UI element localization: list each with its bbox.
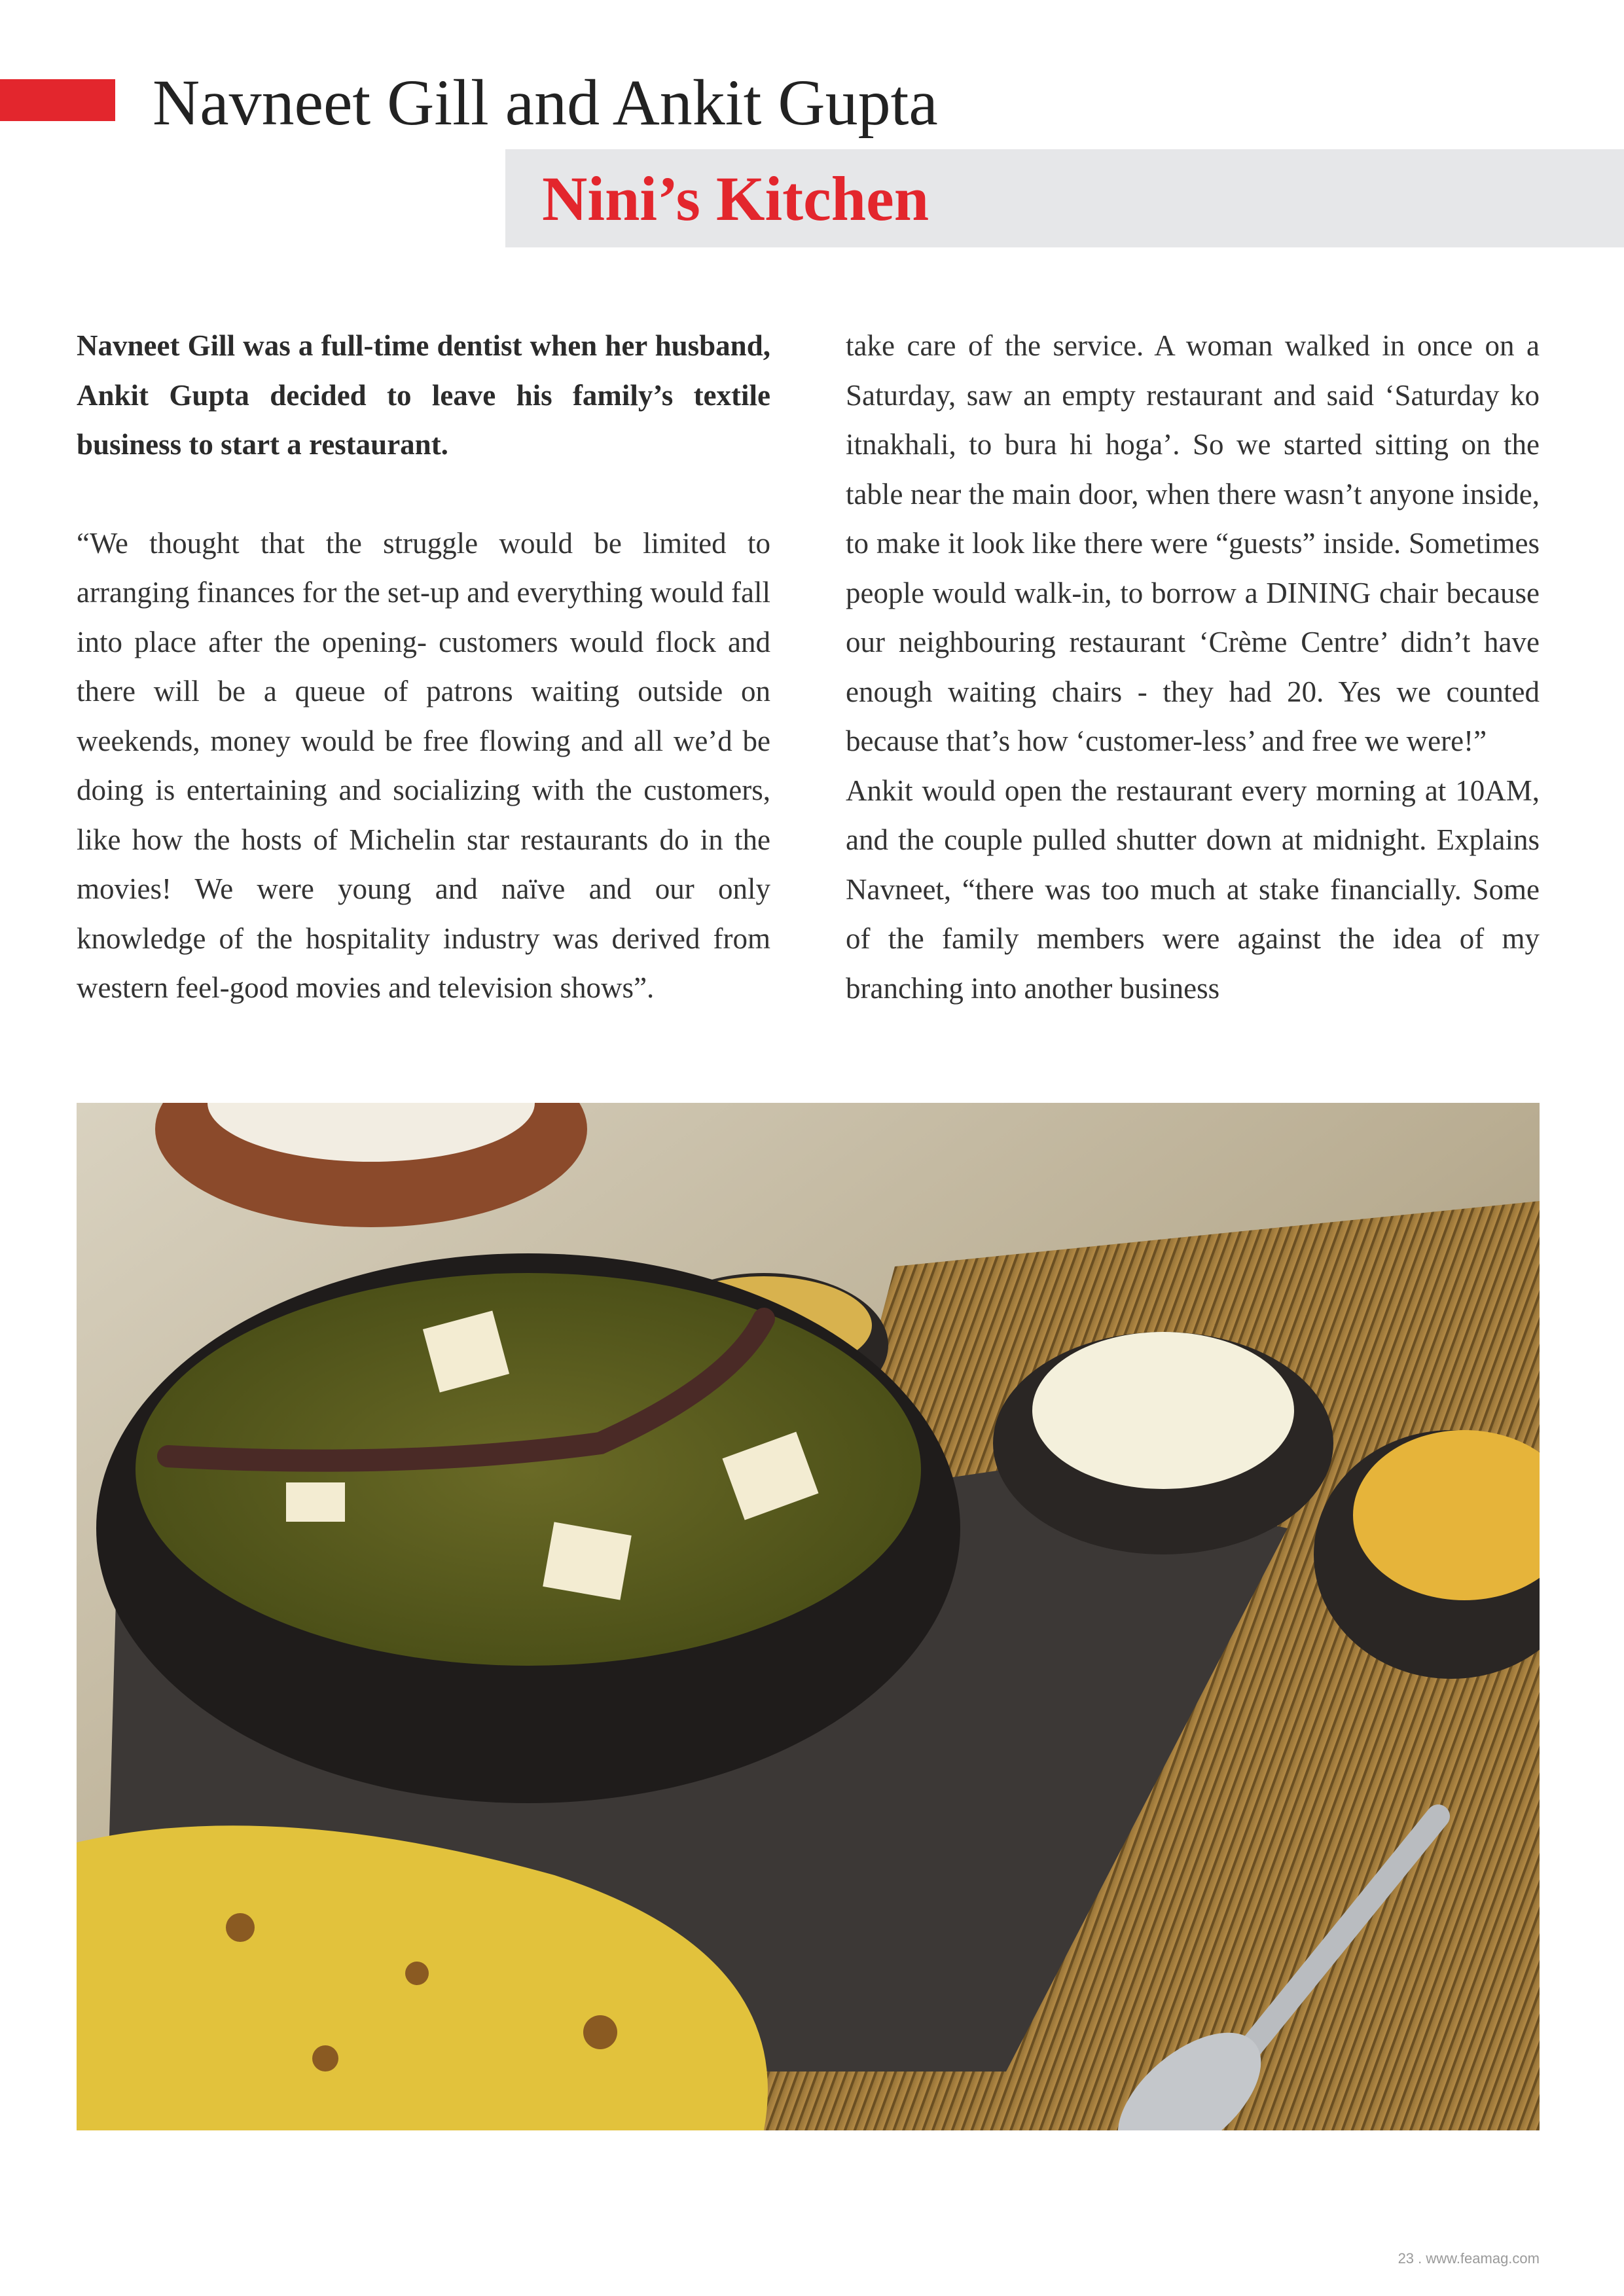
paneer-cube (543, 1522, 632, 1600)
accent-bar (0, 79, 115, 121)
quote-paragraph: “We thought that the struggle would be limited to arranging finances for the set-up and everything would fall into place after the opening- customers would flock and there will be a queue of patrons waiting outside on weekends, money would be free flowing and all we’d be doing is entertaining and socializing with the customers, like how the hosts of Michelin star restaurants do in the movies! We were young and naïve and our only knowledge of the hospitality industry was derived from western feel-good movies and television shows”. (77, 526, 770, 1004)
article-column-right (846, 321, 1540, 1013)
lead-paragraph: Navneet Gill was a full-time dentist when her husband, Ankit Gupta decided to leave his family’s textile business to start a restaurant. (77, 329, 770, 461)
food-photo-illustration (77, 1103, 1540, 2130)
page-title: Navneet Gill and Ankit Gupta (153, 66, 938, 139)
article-column-left (77, 321, 770, 1013)
page-footer: 23 . www.feamag.com (1398, 2250, 1540, 2267)
paneer-cube (286, 1482, 345, 1522)
subtitle-banner (505, 149, 1624, 247)
body-paragraph: Ankit would open the restaurant every morning at 10AM, and the couple pulled shutter down at midnight. Explains Navneet, “there was too much at stake financially. Some of the family members were against the idea of my branching into another business (846, 774, 1540, 1005)
restaurant-title: Nini’s Kitchen (542, 164, 929, 234)
body-paragraph: take care of the service. A woman walked in once on a Saturday, saw an empty restaurant and said ‘Saturday ko itnakhali, to bura hi hoga’. So we started sitting on the table near the main door, when there wasn’t anyone inside, to make it look like there were “guests” inside. Sometimes people would walk-in, to borrow a DINING chair because our neighbouring restaurant ‘Crème Centre’ didn’t have enough waiting chairs - they had 20. Yes we counted because that’s how ‘customer-less’ and free we were!” (846, 329, 1540, 757)
food-photo (77, 1103, 1540, 2130)
